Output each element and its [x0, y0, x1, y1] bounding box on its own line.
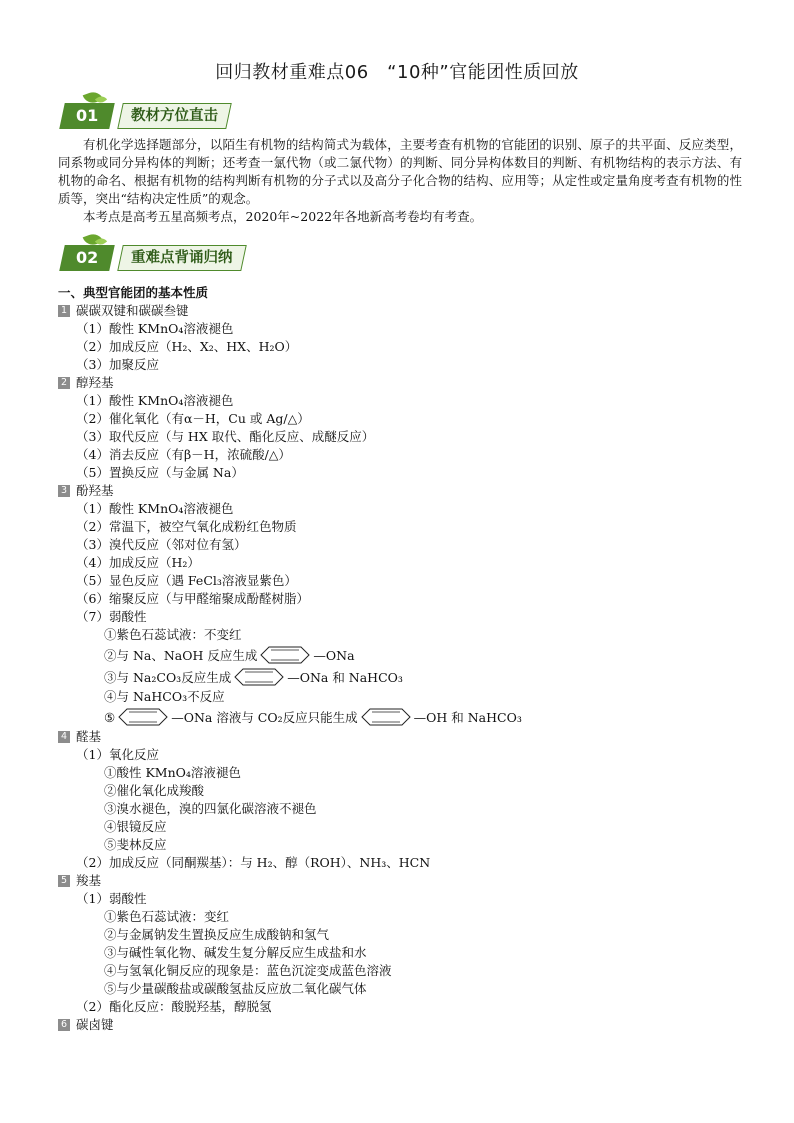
list-item: （2）酯化反应：酸脱羟基，醇脱氢 [76, 999, 272, 1014]
section-header-01 [62, 100, 282, 132]
list-item: （3）加聚反应 [76, 357, 159, 372]
sub-item [58, 706, 748, 728]
benzene-ring-icon [360, 708, 412, 726]
group-name: 碳卤键 [76, 1017, 114, 1032]
list-item: （1）弱酸性 [76, 891, 147, 906]
list-item: （1）酸性 KMnO₄溶液褪色 [76, 393, 234, 408]
group-number-badge: 2 [58, 377, 70, 389]
sub-item-text: ②与 Na、NaOH 反应生成 [104, 648, 258, 663]
sub-item-text: ⑤ [104, 709, 116, 725]
section-label: 重难点背诵归纳 [117, 245, 246, 271]
group-number-badge: 4 [58, 731, 70, 743]
list-item: （2）催化氧化（有α－H，Cu 或 Ag/△） [76, 411, 310, 426]
sub-item: ②与金属钠发生置换反应生成酸钠和氢气 [104, 927, 330, 942]
group-heading-6 [58, 1016, 748, 1034]
group-heading-1 [58, 302, 748, 320]
group-name: 醛基 [76, 729, 102, 744]
sub-item: ④银镜反应 [104, 819, 167, 834]
list-item: （4）消去反应（有β－H，浓硫酸/△） [76, 447, 291, 462]
sub-item-text: ③与 Na₂CO₃反应生成 [104, 670, 232, 685]
section-number: 01 [59, 103, 115, 129]
group-heading-5 [58, 872, 748, 890]
benzene-ring-icon [233, 668, 285, 686]
sub-item: ④与 NaHCO₃不反应 [104, 689, 225, 704]
sub-item: ⑤斐林反应 [104, 837, 167, 852]
group-name: 碳碳双键和碳碳叁键 [76, 303, 189, 318]
list-item: （5）置换反应（与金属 Na） [76, 465, 244, 480]
sub-item: ①酸性 KMnO₄溶液褪色 [104, 765, 241, 780]
list-item: （5）显色反应（遇 FeCl₃溶液显紫色） [76, 573, 297, 588]
sub-item [58, 666, 748, 688]
list-item: （1）酸性 KMnO₄溶液褪色 [76, 501, 234, 516]
list-item: （1）酸性 KMnO₄溶液褪色 [76, 321, 234, 336]
sub-item-text: —OH 和 NaHCO₃ [413, 710, 522, 725]
list-item: （3）取代反应（与 HX 取代、酯化反应、成醚反应） [76, 429, 375, 444]
benzene-ring-icon [259, 646, 311, 664]
group-number-badge: 3 [58, 485, 70, 497]
list-item: （1）氧化反应 [76, 747, 159, 762]
group-number-badge: 6 [58, 1019, 70, 1031]
sub-item-text: —ONa [313, 647, 355, 663]
part-title: 一、典型官能团的基本性质 [58, 285, 209, 300]
group-number-badge: 5 [58, 875, 70, 887]
section-number: 02 [59, 245, 115, 271]
list-item: （2）加成反应（H₂、X₂、HX、H₂O） [76, 339, 298, 354]
sub-item: ①紫色石蕊试液：变红 [104, 909, 230, 924]
sub-item: ③溴水褪色，溴的四氯化碳溶液不褪色 [104, 801, 317, 816]
list-item: （4）加成反应（H₂） [76, 555, 200, 570]
section-label: 教材方位直击 [117, 103, 232, 129]
intro-paragraph-1: 有机化学选择题部分，以陌生有机物的结构简式为载体，主要考查有机物的官能团的识别、原子的共平面、反应类型，同系物或同分异构体的判断；还考查一氯代物（或二氯代物）的判断、同分异构体数目的判断、有机物结构的表示方法、有机物的命名、根据有机物的结构判断有机物的分子式以及高分子化合物的结构、应用等；从定性或定量角度考查有机物的性质等，突出“结构决定性质”的观念。 [58, 137, 742, 206]
sub-item [58, 644, 748, 666]
benzene-ring-icon [117, 708, 169, 726]
sub-item: ②催化氧化成羧酸 [104, 783, 205, 798]
group-heading-2 [58, 374, 748, 392]
sub-item: ⑤与少量碳酸盐或碳酸氢盐反应放二氧化碳气体 [104, 981, 367, 996]
group-heading-3 [58, 482, 748, 500]
group-name: 羧基 [76, 873, 102, 888]
list-item: （3）溴代反应（邻对位有氢） [76, 537, 247, 552]
list-item: （2）加成反应（同酮羰基）：与 H₂、醇（ROH）、NH₃、HCN [76, 855, 431, 870]
sub-item: ③与碱性氧化物、碱发生复分解反应生成盐和水 [104, 945, 367, 960]
sub-item: ①紫色石蕊试液：不变红 [104, 627, 242, 642]
list-item: （7）弱酸性 [76, 609, 147, 624]
content-body [58, 284, 748, 1034]
group-name: 酚羟基 [76, 483, 114, 498]
list-item: （2）常温下，被空气氧化成粉红色物质 [76, 519, 297, 534]
sub-item-text: —ONa 溶液与 CO₂反应只能生成 [171, 710, 358, 725]
section-header-02 [62, 242, 282, 274]
group-heading-4 [58, 728, 748, 746]
page-title: 回归教材重难点06 “10种”官能团性质回放 [215, 62, 579, 83]
sub-item-text: —ONa 和 NaHCO₃ [287, 670, 403, 685]
group-number-badge: 1 [58, 305, 70, 317]
group-name: 醇羟基 [76, 375, 114, 390]
intro-paragraph-2: 本考点是高考五星高频考点，2020年~2022年各地新高考卷均有考查。 [83, 209, 483, 224]
list-item: （6）缩聚反应（与甲醛缩聚成酚醛树脂） [76, 591, 309, 606]
sub-item: ④与氢氧化铜反应的现象是：蓝色沉淀变成蓝色溶液 [104, 963, 392, 978]
